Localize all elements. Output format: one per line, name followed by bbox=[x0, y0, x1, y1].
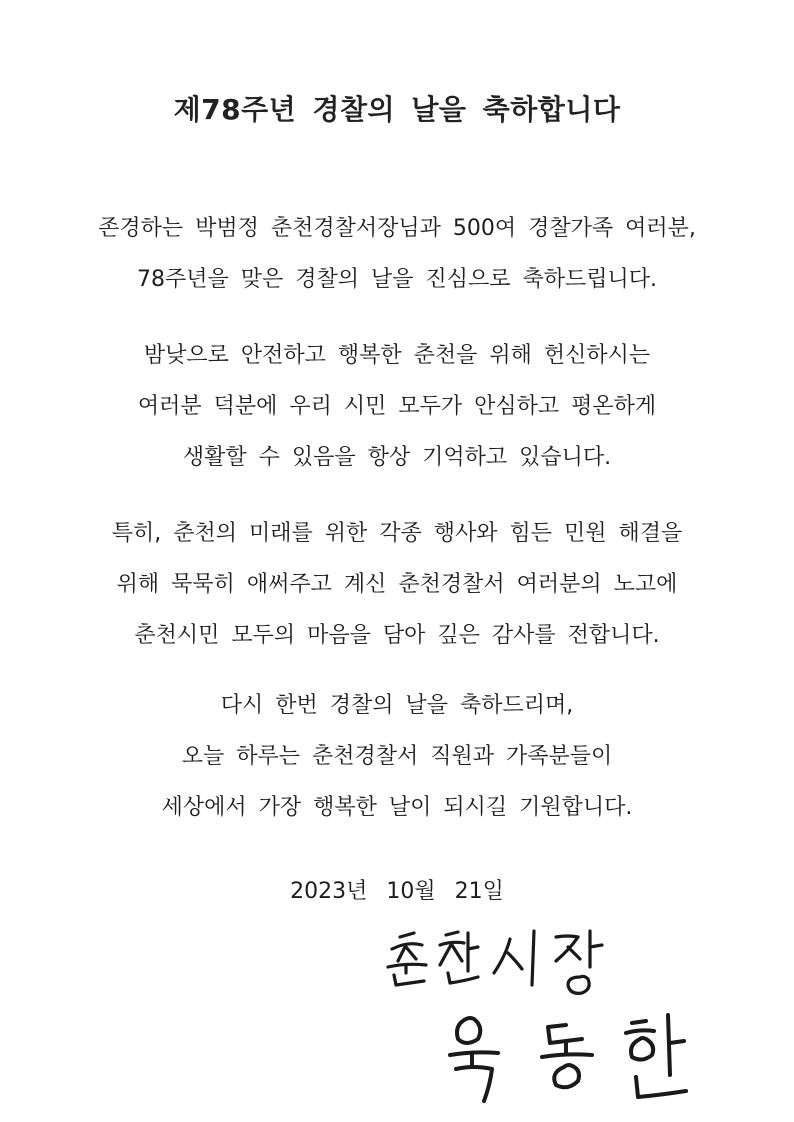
text-line: 78주년을 맞은 경찰의 날을 진심으로 축하드립니다. bbox=[137, 267, 657, 292]
letter-date: 2023년 10월 21일 bbox=[290, 879, 504, 904]
text-line: 오늘 하루는 춘천경찰서 직원과 가족분들이 bbox=[181, 744, 613, 769]
text-line: 특히, 춘천의 미래를 위한 각종 행사와 힘든 민원 해결을 bbox=[111, 521, 683, 546]
text-line: 여러분 덕분에 우리 시민 모두가 안심하고 평온하게 bbox=[137, 394, 657, 419]
text-line: 위해 묵묵히 애써주고 계신 춘천경찰서 여러분의 노고에 bbox=[116, 572, 678, 597]
signature-strokes bbox=[370, 915, 730, 1115]
paragraph-2 bbox=[0, 330, 794, 483]
text-line: 존경하는 박범정 춘천경찰서장님과 500여 경찰가족 여러분, bbox=[98, 216, 696, 241]
text-line: 세상에서 가장 행복한 날이 되시길 기원합니다. bbox=[161, 795, 633, 820]
signature-title-strokes bbox=[388, 931, 602, 993]
paragraph-1 bbox=[0, 203, 794, 305]
paragraph-4 bbox=[0, 680, 794, 833]
handwritten-signature bbox=[370, 915, 730, 1115]
letter-title: 제78주년 경찰의 날을 축하합니다 bbox=[173, 93, 621, 126]
paragraph-3 bbox=[0, 508, 794, 661]
text-line: 다시 한번 경찰의 날을 축하드리며, bbox=[220, 693, 574, 718]
text-line: 생활할 수 있음을 항상 기억하고 있습니다. bbox=[182, 445, 612, 470]
text-line: 춘천시민 모두의 마음을 담아 깊은 감사를 전합니다. bbox=[134, 623, 660, 648]
signature-name-strokes bbox=[450, 1015, 686, 1101]
text-line: 밤낮으로 안전하고 행복한 춘천을 위해 헌신하시는 bbox=[143, 343, 651, 368]
